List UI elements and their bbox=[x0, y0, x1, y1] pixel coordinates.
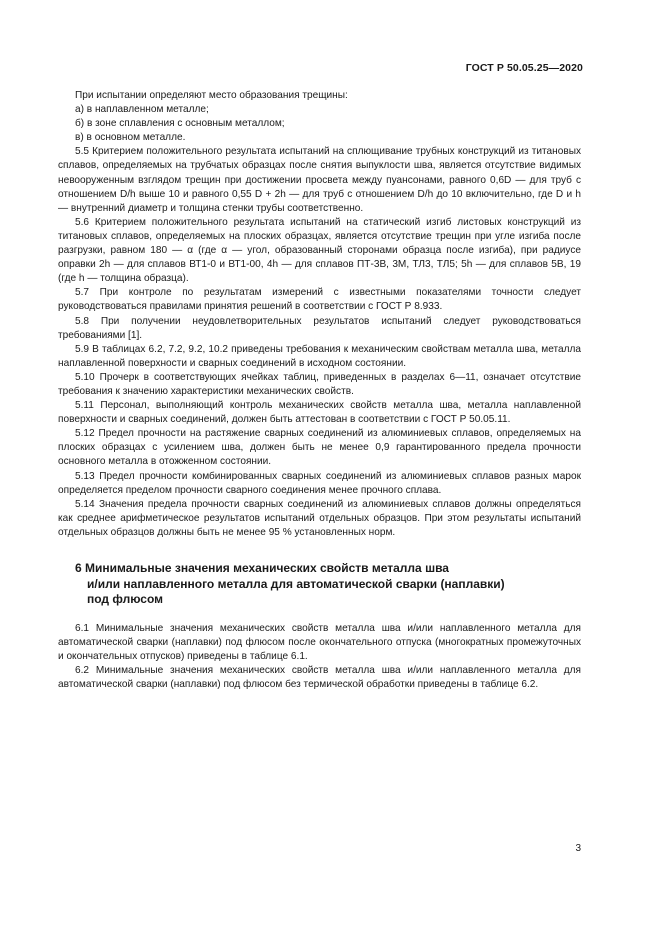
clause-5-13: 5.13 Предел прочности комбинированных сварных соединений из алюминиевых сплавов разных марок определяется пределом прочности сварного соединения менее прочного сплава. bbox=[58, 470, 581, 496]
section-6-heading-line-3: под флюсом bbox=[87, 592, 164, 606]
section-6-heading-line-2: и/или наплавленного металла для автоматической сварки (наплавки) bbox=[87, 576, 505, 591]
clause-5-6: 5.6 Критерием положительного результата испытаний на статический изгиб листовых конструкций из титановых сплавов, определяемых на плоских образцах, является отсутствие трещин при угле изгиба после разгрузки, равном 180 — α (где α — угол, образованный сторонами образца после изгиба), при радиусе оправки 2h — для сплавов ВТ1-0 и ВТ1-00, 4h — для сплавов ПТ-3В, 3М, ТЛ3, ТЛ5; 5h — для сплавов 5В, 19 (где h — толщина образца). bbox=[58, 216, 581, 285]
clause-6-1: 6.1 Минимальные значения механических свойств металла шва и/или наплавленного металла для автоматической сварки (наплавки) под флюсом после окончательного отпуска (многократных промежуточных и окончательных отпусков) приведены в таблице 6.1. bbox=[58, 622, 581, 662]
list-item-b: б) в зоне сплавления с основным металлом; bbox=[75, 118, 285, 130]
section-6-heading bbox=[75, 561, 581, 608]
intro-paragraph: При испытании определяют место образования трещины: bbox=[75, 90, 348, 101]
clause-6-2: 6.2 Минимальные значения механических свойств металла шва и/или наплавленного металла для автоматической сварки (наплавки) под флюсом без термической обработки приведены в таблице 6.2. bbox=[58, 664, 581, 690]
clause-5-9: 5.9 В таблицах 6.2, 7.2, 9.2, 10.2 приведены требования к механическим свойствам металла шва, металла наплавленной поверхности и сварных соединений в исходном состоянии. bbox=[58, 343, 581, 369]
page-number: 3 bbox=[575, 843, 581, 854]
clause-5-14: 5.14 Значения предела прочности сварных соединений из алюминиевых сплавов должны определяться как среднее арифметическое результатов испытаний отдельных образцов. При этом результаты испытаний отдельных образцов должны быть не менее 95 % установленных норм. bbox=[58, 498, 581, 538]
clause-5-5: 5.5 Критерием положительного результата испытаний на сплющивание трубных конструкций из титановых сплавов, определяемых на трубчатых образцах после снятия выпуклости шва, является отсутствие видимых невооруженным взглядом трещин при достижении просвета между пуансонами, равного 0,6D — для труб с отношением D/h выше 10 и равного 0,55 D + 2h — для труб с отношением D/h до 10 включительно, где D и h — внутренний диаметр и толщина стенки трубы соответственно. bbox=[58, 146, 581, 214]
clause-5-12: 5.12 Предел прочности на растяжение сварных соединений из алюминиевых сплавов, определяемых на плоских образцах с усилением шва, должен быть не менее 0,9 гарантированного предела прочности основного металла в отожженном состоянии. bbox=[58, 428, 581, 468]
section-6-heading-line-1: 6 Минимальные значения механических свойств металла шва bbox=[75, 561, 449, 575]
document-body bbox=[58, 89, 581, 692]
clause-5-7: 5.7 При контроле по результатам измерений с известными показателями точности следует руководствоваться правилами принятия решений в соответствии с ГОСТ Р 8.933. bbox=[58, 287, 581, 313]
clause-5-8: 5.8 При получении неудовлетворительных результатов испытаний следует руководствоваться требованиями [1]. bbox=[58, 315, 581, 341]
list-item-c: в) в основном металле. bbox=[75, 132, 186, 144]
clause-5-11: 5.11 Персонал, выполняющий контроль механических свойств металла шва, металла наплавленной поверхности и сварных соединений, должен быть аттестован в соответствии с ГОСТ Р 50.05.11. bbox=[58, 400, 581, 426]
list-item-a: а) в наплавленном металле; bbox=[75, 104, 209, 116]
document-code-header: ГОСТ Р 50.05.25—2020 bbox=[465, 62, 583, 74]
clause-5-10: 5.10 Прочерк в соответствующих ячейках таблиц, приведенных в разделах 6—11, означает отсутствие требования к значению характеристики механических свойств. bbox=[58, 371, 581, 397]
